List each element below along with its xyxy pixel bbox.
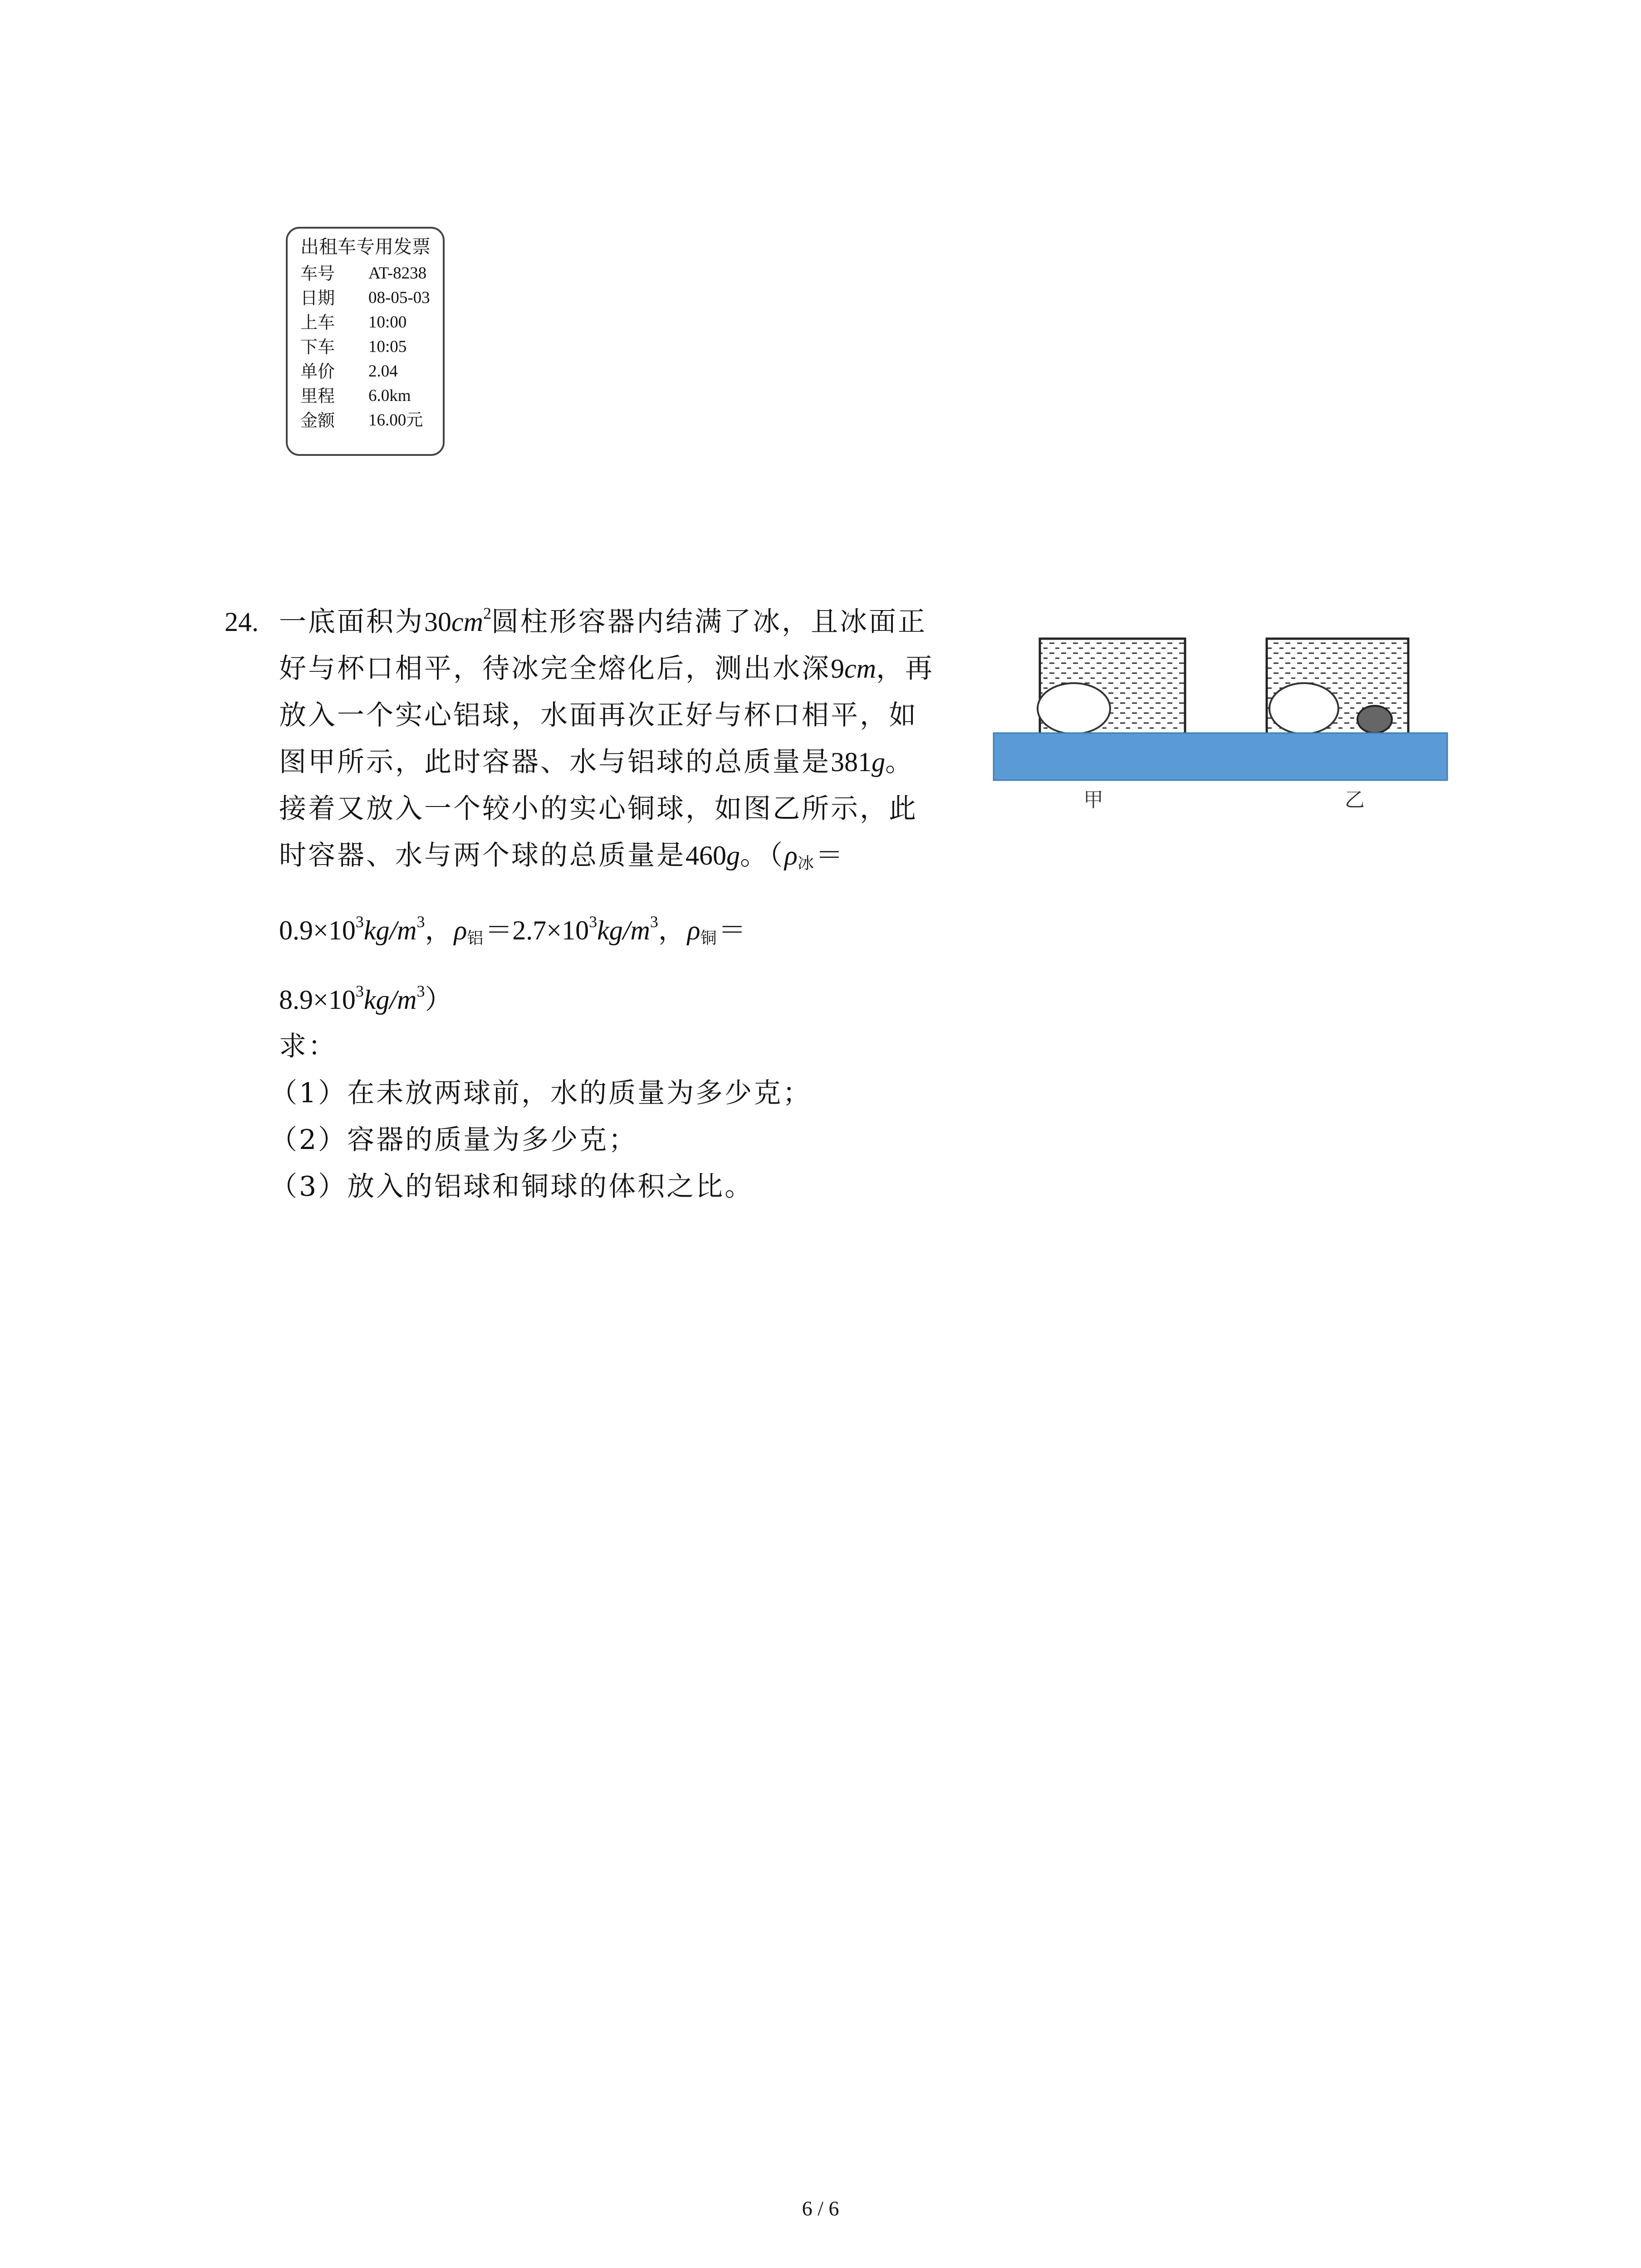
subscript: 铝 bbox=[467, 929, 485, 948]
unit: kg/m bbox=[363, 985, 417, 1015]
sub-question-text: （2）容器的质量为多少克； bbox=[270, 1124, 638, 1156]
receipt-label: 里程 bbox=[300, 386, 335, 406]
receipt-label: 车号 bbox=[300, 264, 335, 284]
question-line bbox=[225, 832, 996, 879]
number: 381 bbox=[831, 747, 872, 777]
question-text bbox=[279, 977, 454, 1023]
sub-question-text: （1）在未放两球前，水的质量为多少克； bbox=[270, 1077, 812, 1109]
unit: cm bbox=[844, 654, 876, 684]
exponent: 3 bbox=[355, 913, 364, 931]
receipt-label: 下车 bbox=[300, 337, 335, 357]
question-text: 接着又放入一个较小的实心铜球，如图乙所示，此 bbox=[279, 793, 918, 825]
receipt-row bbox=[300, 384, 443, 408]
question-line bbox=[225, 692, 996, 739]
receipt-value: 6.0km bbox=[368, 386, 411, 405]
question-text bbox=[279, 832, 845, 879]
question-line bbox=[225, 645, 996, 692]
text-fragment: 。（ bbox=[740, 840, 784, 871]
text-fragment: 时容器、水与两个球的总质量是 bbox=[279, 840, 686, 871]
page-number: 6 / 6 bbox=[802, 2197, 839, 2220]
text-fragment: ＝ bbox=[718, 914, 748, 946]
container-jia bbox=[1038, 639, 1185, 740]
receipt-row bbox=[300, 335, 443, 359]
label-yi: 乙 bbox=[1345, 788, 1365, 811]
number: 8.9×10 bbox=[279, 985, 356, 1015]
table-base bbox=[994, 733, 1447, 780]
text-fragment: ， bbox=[658, 914, 687, 946]
question-text bbox=[279, 907, 748, 954]
copper-ball bbox=[1357, 706, 1392, 733]
receipt-value: 08-05-03 bbox=[368, 288, 430, 307]
receipt-row bbox=[300, 359, 443, 384]
question-text bbox=[279, 739, 914, 786]
number: ＝2.7×10 bbox=[485, 915, 589, 945]
taxi-receipt bbox=[286, 227, 445, 456]
receipt-value: 10:05 bbox=[368, 337, 407, 356]
label-jia: 甲 bbox=[1083, 788, 1103, 811]
rho-symbol: ρ bbox=[454, 915, 467, 945]
text-fragment: ＝ bbox=[815, 840, 845, 871]
exponent: 2 bbox=[483, 604, 491, 622]
receipt-label: 上车 bbox=[300, 313, 335, 332]
unit: g bbox=[872, 747, 885, 777]
receipt-value: AT-8238 bbox=[368, 264, 427, 283]
number: 0.9×10 bbox=[279, 915, 356, 945]
text-fragment: ，再 bbox=[876, 653, 934, 684]
receipt-value: 16.00元 bbox=[368, 411, 423, 430]
rho-symbol: ρ bbox=[687, 915, 700, 945]
receipt-value: 2.04 bbox=[368, 362, 398, 381]
sub-question bbox=[225, 1122, 996, 1169]
question-line bbox=[225, 879, 996, 954]
container-yi bbox=[1267, 639, 1408, 740]
receipt-label: 单价 bbox=[300, 362, 335, 381]
ask-label: 求： bbox=[279, 1031, 337, 1062]
sub-question-text: （3）放入的铝球和铜球的体积之比。 bbox=[270, 1171, 754, 1202]
sub-question bbox=[225, 1075, 996, 1122]
exponent: 3 bbox=[589, 913, 598, 931]
exponent: 3 bbox=[416, 982, 425, 1000]
number: 30 bbox=[424, 607, 451, 637]
unit: kg/m bbox=[363, 915, 417, 945]
text-fragment: 。 bbox=[885, 746, 914, 778]
unit: kg/m bbox=[597, 915, 650, 945]
containers-figure bbox=[989, 631, 1456, 812]
question-line bbox=[225, 954, 996, 1029]
question-24 bbox=[225, 599, 996, 1216]
receipt-value: 10:00 bbox=[368, 313, 407, 332]
question-line bbox=[225, 599, 996, 645]
receipt-label: 日期 bbox=[300, 288, 335, 308]
receipt-row bbox=[300, 408, 443, 433]
exponent: 3 bbox=[355, 982, 364, 1000]
subscript: 冰 bbox=[797, 854, 816, 873]
question-line bbox=[225, 786, 996, 832]
receipt-row bbox=[300, 286, 443, 310]
number: 460 bbox=[686, 841, 726, 870]
receipt-title: 出租车专用发票 bbox=[300, 236, 431, 258]
unit: g bbox=[726, 841, 740, 870]
text-fragment: 圆柱形容器内结满了冰，且冰面正 bbox=[491, 606, 927, 638]
text-fragment: 好与杯口相平，待冰完全熔化后，测出水深 bbox=[279, 653, 831, 684]
receipt-row bbox=[300, 310, 443, 335]
exponent: 3 bbox=[650, 913, 658, 931]
text-fragment: ） bbox=[425, 984, 454, 1016]
number: 9 bbox=[831, 654, 844, 684]
unit: cm bbox=[451, 607, 483, 637]
text-fragment: ， bbox=[425, 914, 454, 946]
aluminum-ball bbox=[1269, 683, 1338, 734]
exponent: 3 bbox=[416, 913, 425, 931]
question-text: 放入一个实心铝球，水面再次正好与杯口相平，如 bbox=[279, 699, 918, 731]
text-fragment: 一底面积为 bbox=[279, 606, 424, 638]
subscript: 铜 bbox=[700, 929, 719, 948]
question-text bbox=[279, 599, 927, 645]
question-number: 24. bbox=[225, 607, 259, 637]
text-fragment: 图甲所示，此时容器、水与铝球的总质量是 bbox=[279, 746, 831, 778]
receipt-row bbox=[300, 261, 443, 286]
rho-symbol: ρ bbox=[784, 841, 798, 870]
question-line bbox=[225, 739, 996, 786]
sub-question bbox=[225, 1169, 996, 1216]
receipt-label: 金额 bbox=[300, 411, 335, 430]
aluminum-ball bbox=[1038, 683, 1110, 734]
question-text bbox=[279, 645, 934, 692]
question-line bbox=[225, 1029, 996, 1075]
